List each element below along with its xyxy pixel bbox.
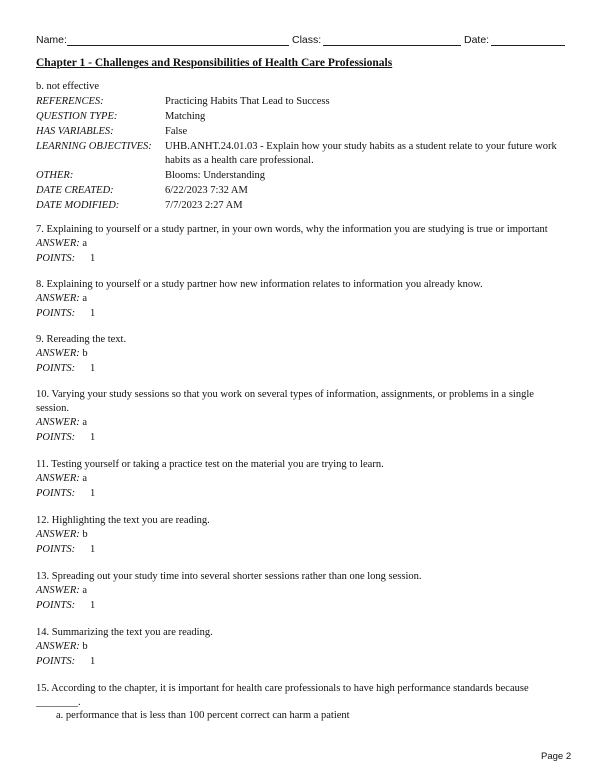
class-field-line [323, 45, 461, 46]
points-value: 1 [90, 656, 96, 667]
question-text: 14. Summarizing the text you are reading. [36, 627, 213, 638]
points-value: 1 [90, 308, 96, 319]
question-type-label: QUESTION TYPE: [36, 111, 118, 122]
date-modified-label: DATE MODIFIED: [36, 200, 120, 211]
answer-value: a [82, 585, 88, 596]
date-created-value: 6/22/2023 7:32 AM [165, 185, 248, 196]
question-text: 13. Spreading out your study time into several shorter sessions rather than one long session. [36, 571, 422, 582]
answer-line [36, 528, 88, 542]
question-text: 10. Varying your study sessions so that you work on several types of information, assignments, or problems in a single session. [36, 389, 534, 414]
question-text: 7. Explaining to yourself or a study partner, in your own words, why the information you are studying is true or important [36, 224, 548, 235]
points-line [36, 543, 96, 557]
question-text: 12. Highlighting the text you are reading. [36, 515, 210, 526]
has-variables-value: False [165, 126, 188, 137]
answer-label: ANSWER: [36, 293, 80, 304]
header-fields [36, 34, 566, 48]
answer-value: a [82, 293, 88, 304]
objectives-value: UHB.ANHT.24.01.03 - Explain how your study habits as a student relate to your future work habits as a health care professional. [165, 141, 557, 166]
date-created-label: DATE CREATED: [36, 185, 114, 196]
prev-answer-text: b. not effective [36, 81, 100, 92]
points-line [36, 599, 96, 613]
date-label: Date: [464, 34, 490, 46]
answer-value: a [82, 238, 88, 249]
answer-label: ANSWER: [36, 585, 80, 596]
answer-line [36, 472, 87, 486]
references-label: REFERENCES: [36, 96, 104, 107]
points-line [36, 307, 96, 321]
answer-line [36, 292, 87, 306]
points-label: POINTS: [36, 432, 76, 443]
answer-line [36, 416, 87, 430]
points-line [36, 487, 96, 501]
points-line [36, 655, 96, 669]
class-label: Class: [292, 34, 322, 46]
answer-line [36, 347, 88, 361]
answer-label: ANSWER: [36, 473, 80, 484]
answer-value: a [82, 473, 88, 484]
answer-label: ANSWER: [36, 529, 80, 540]
question-text: 8. Explaining to yourself or a study partner how new information relates to information you already know. [36, 279, 483, 290]
answer-label: ANSWER: [36, 238, 80, 249]
points-value: 1 [90, 253, 96, 264]
answer-value: b [82, 641, 88, 652]
references-value: Practicing Habits That Lead to Success [165, 96, 330, 107]
points-label: POINTS: [36, 544, 76, 555]
points-value: 1 [90, 600, 96, 611]
points-label: POINTS: [36, 363, 76, 374]
points-label: POINTS: [36, 308, 76, 319]
other-value: Blooms: Understanding [165, 170, 266, 181]
chapter-title: Chapter 1 - Challenges and Responsibilities of Health Care Professionals [36, 57, 393, 69]
answer-line [36, 584, 87, 598]
date-field-line [491, 45, 565, 46]
points-label: POINTS: [36, 656, 76, 667]
points-label: POINTS: [36, 253, 76, 264]
name-label: Name: [36, 34, 67, 46]
date-modified-value: 7/7/2023 2:27 AM [165, 200, 243, 211]
question-15-text: 15. According to the chapter, it is important for health care professionals to have high performance standards because ________. [36, 683, 529, 708]
points-value: 1 [90, 544, 96, 555]
points-label: POINTS: [36, 600, 76, 611]
answer-label: ANSWER: [36, 348, 80, 359]
answer-value: b [82, 348, 88, 359]
page-number: Page 2 [541, 751, 572, 762]
question-15-choice-a: a. performance that is less than 100 percent correct can harm a patient [56, 710, 350, 721]
question-text: 9. Rereading the text. [36, 334, 127, 345]
points-line [36, 362, 96, 376]
answer-label: ANSWER: [36, 417, 80, 428]
answer-label: ANSWER: [36, 641, 80, 652]
other-label: OTHER: [36, 170, 74, 181]
answer-line [36, 237, 87, 251]
question-type-value: Matching [165, 111, 206, 122]
points-value: 1 [90, 363, 96, 374]
answer-value: a [82, 417, 88, 428]
points-line [36, 431, 96, 445]
has-variables-label: HAS VARIABLES: [36, 126, 114, 137]
points-label: POINTS: [36, 488, 76, 499]
points-value: 1 [90, 432, 96, 443]
answer-line [36, 640, 88, 654]
question-text: 11. Testing yourself or taking a practice test on the material you are trying to learn. [36, 459, 384, 470]
points-value: 1 [90, 488, 96, 499]
name-field-line [67, 45, 289, 46]
points-line [36, 252, 96, 266]
objectives-label: LEARNING OBJECTIVES: [36, 141, 152, 152]
answer-value: b [82, 529, 88, 540]
